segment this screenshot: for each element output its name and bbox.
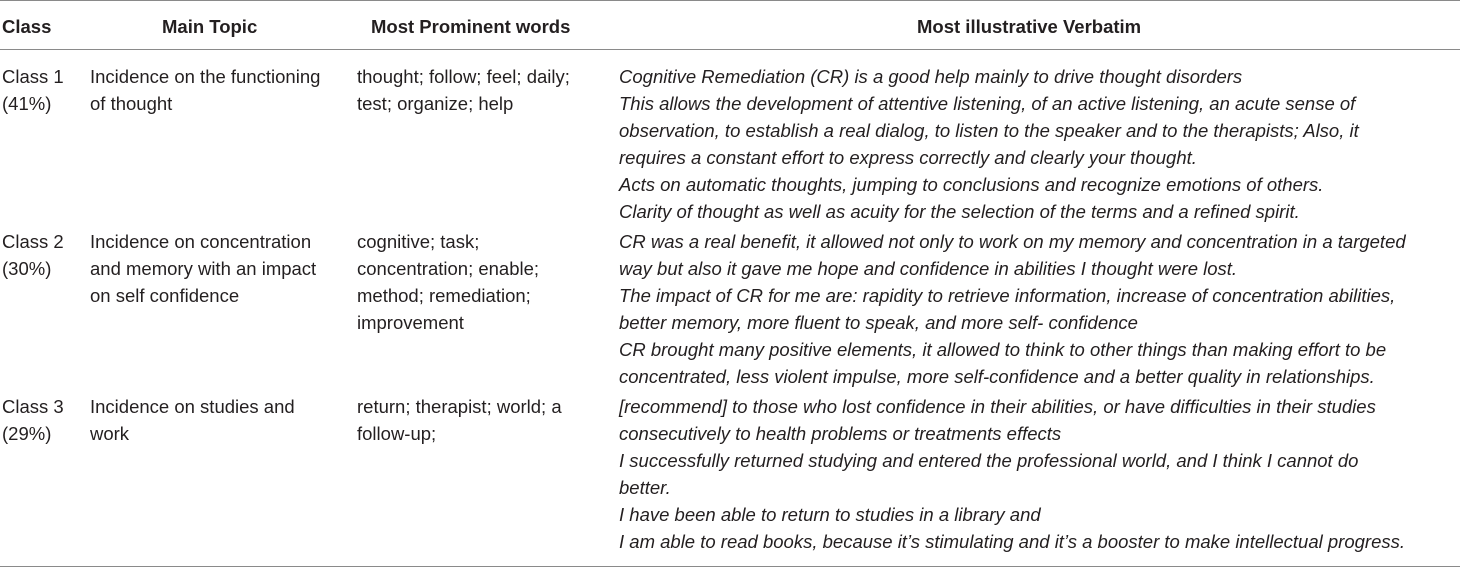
topic-line: of thought xyxy=(90,93,173,114)
topic-line: work xyxy=(90,423,130,444)
verbatim-line: The impact of CR for me are: rapidity to retrieve information, increase of concentration abilities, xyxy=(619,285,1396,306)
verbatim-line: Clarity of thought as well as acuity for the selection of the terms and a refined spirit. xyxy=(619,201,1300,222)
row1-verbatim xyxy=(619,63,1359,225)
class-label: Class 1 xyxy=(2,66,64,87)
class-percent: (29%) xyxy=(2,423,52,444)
verbatim-line: CR brought many positive elements, it allowed to think to other things than making effort to be xyxy=(619,339,1387,360)
words-line: cognitive; task; xyxy=(357,231,480,252)
header-class: Class xyxy=(2,16,52,37)
class-label: Class 2 xyxy=(2,231,64,252)
words-line: method; remediation; xyxy=(357,285,531,306)
verbatim-line: better memory, more fluent to speak, and more self- confidence xyxy=(619,312,1138,333)
words-line: test; organize; help xyxy=(357,93,514,114)
topic-line: Incidence on concentration xyxy=(90,231,312,252)
verbatim-line: concentrated, less violent impulse, more self-confidence and a better quality in relationships. xyxy=(619,366,1375,387)
verbatim-line: better. xyxy=(619,477,671,498)
verbatim-line: I have been able to return to studies in a library and xyxy=(619,504,1041,525)
class-label: Class 3 xyxy=(2,396,64,417)
row3-words xyxy=(357,393,562,447)
header-main-topic: Main Topic xyxy=(162,16,258,37)
words-line: return; therapist; world; a xyxy=(357,396,562,417)
header-rule xyxy=(0,49,1460,50)
header-prominent-words: Most Prominent words xyxy=(371,16,571,37)
verbatim-line: requires a constant effort to express correctly and clearly your thought. xyxy=(619,147,1197,168)
topic-line: on self confidence xyxy=(90,285,240,306)
verbatim-line: observation, to establish a real dialog, to listen to the speaker and to the therapists; Also, it xyxy=(619,120,1359,141)
topic-line: Incidence on studies and xyxy=(90,396,295,417)
row3-class xyxy=(2,393,64,447)
table-top-rule xyxy=(0,0,1460,1)
words-line: thought; follow; feel; daily; xyxy=(357,66,570,87)
header-verbatim: Most illustrative Verbatim xyxy=(917,16,1142,37)
topic-line: and memory with an impact xyxy=(90,258,317,279)
verbatim-line: [recommend] to those who lost confidence in their abilities, or have difficulties in their studies xyxy=(619,396,1376,417)
words-line: improvement xyxy=(357,312,464,333)
words-line: concentration; enable; xyxy=(357,258,540,279)
verbatim-line: Acts on automatic thoughts, jumping to conclusions and recognize emotions of others. xyxy=(619,174,1324,195)
row3-verbatim xyxy=(619,393,1405,555)
row2-verbatim xyxy=(619,228,1406,390)
verbatim-line: way but also it gave me hope and confidence in abilities I thought were lost. xyxy=(619,258,1238,279)
class-percent: (30%) xyxy=(2,258,52,279)
words-line: follow-up; xyxy=(357,423,437,444)
row1-class xyxy=(2,63,64,117)
class-percent: (41%) xyxy=(2,93,52,114)
verbatim-line: consecutively to health problems or treatments effects xyxy=(619,423,1062,444)
row2-topic xyxy=(90,228,316,309)
verbatim-line: Cognitive Remediation (CR) is a good help mainly to drive thought disorders xyxy=(619,66,1243,87)
row3-topic xyxy=(90,393,295,447)
verbatim-line: I successfully returned studying and entered the professional world, and I think I cannot do xyxy=(619,450,1359,471)
row2-words xyxy=(357,228,539,336)
verbatim-line: CR was a real benefit, it allowed not only to work on my memory and concentration in a targeted xyxy=(619,231,1406,252)
table-bottom-rule xyxy=(0,566,1460,567)
row1-topic xyxy=(90,63,320,117)
verbatim-line: This allows the development of attentive listening, of an active listening, an acute sense of xyxy=(619,93,1356,114)
row1-words xyxy=(357,63,570,117)
verbatim-line: I am able to read books, because it’s stimulating and it’s a booster to make intellectual progress. xyxy=(619,531,1405,552)
topic-line: Incidence on the functioning xyxy=(90,66,321,87)
row2-class xyxy=(2,228,64,282)
